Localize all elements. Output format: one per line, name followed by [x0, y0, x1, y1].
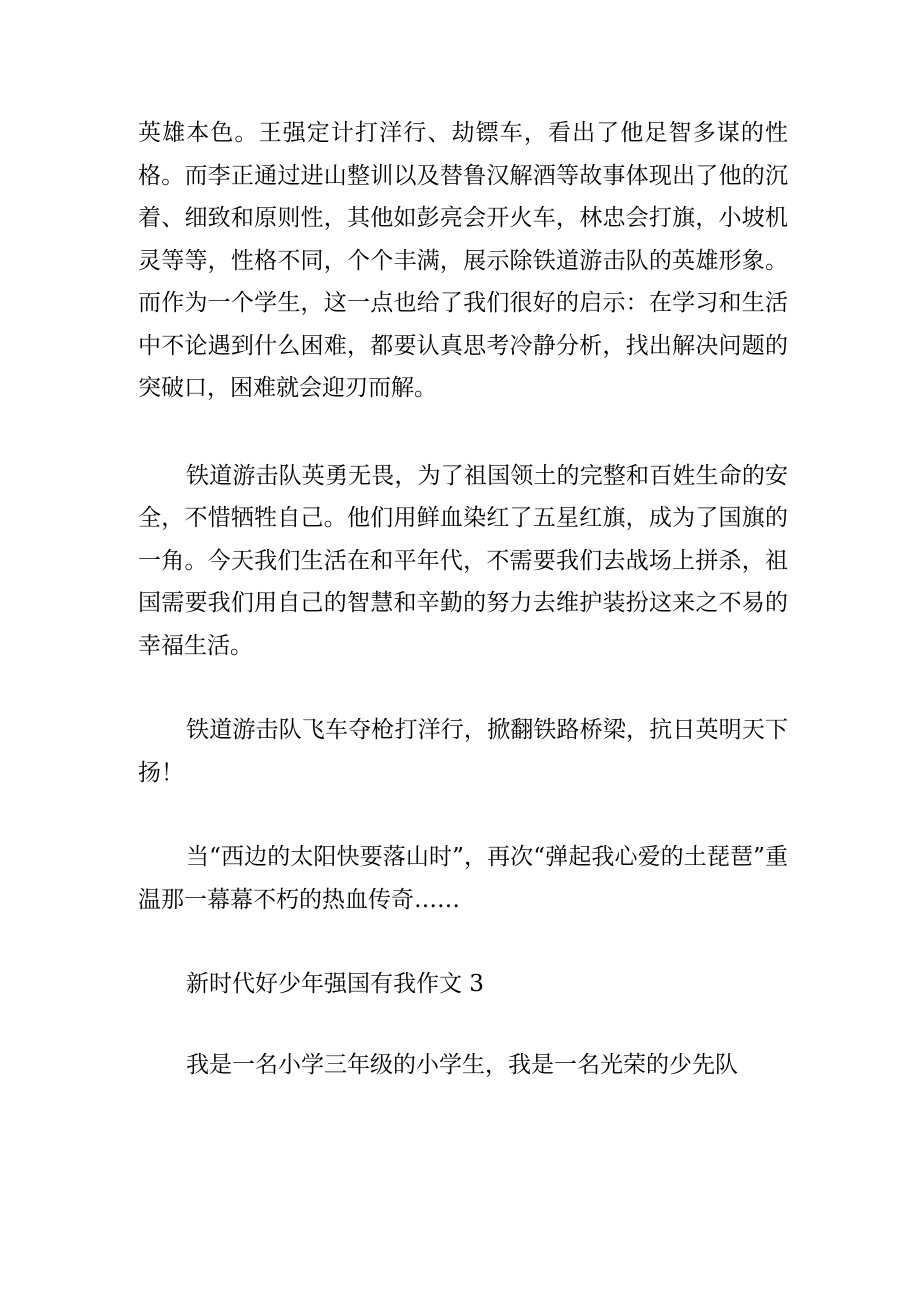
- section-heading: 新时代好少年强国有我作文 3: [186, 971, 484, 997]
- paragraph: 我是一名小学三年级的小学生，我是一名光荣的少先队: [186, 1051, 738, 1078]
- document-body: [138, 112, 788, 1086]
- paragraph: 铁道游击队英勇无畏，为了祖国领土的完整和百姓生命的安全，不惜牺牲自己。他们用鲜血染红了五星红旗，成为了国旗的一角。今天我们生活在和平年代，不需要我们去战场上拼杀，祖国需要我们用自己的智慧和辛勤的努力去维护装扮这来之不易的幸福生活。: [138, 462, 788, 659]
- paragraph-continued: 英雄本色。王强定计打洋行、劫镖车，看出了他足智多谋的性格。而李正通过进山整训以及替鲁汉解酒等故事体现出了他的沉着、细致和原则性，其他如彭亮会开火车，林忠会打旗，小坡机灵等等，性格不同，个个丰满，展示除铁道游击队的英雄形象。而作为一个学生，这一点也给了我们很好的启示：在学习和生活中不论遇到什么困难，都要认真思考冷静分析，找出解决问题的突破口，困难就会迎刃而解。: [138, 120, 788, 401]
- paragraph: 当“西边的太阳快要落山时”，再次“弹起我心爱的土琵琶”重温那一幕幕不朽的热血传奇……: [138, 844, 788, 913]
- paragraph: 铁道游击队飞车夺枪打洋行，掀翻铁路桥梁，抗日英明天下扬！: [138, 717, 788, 786]
